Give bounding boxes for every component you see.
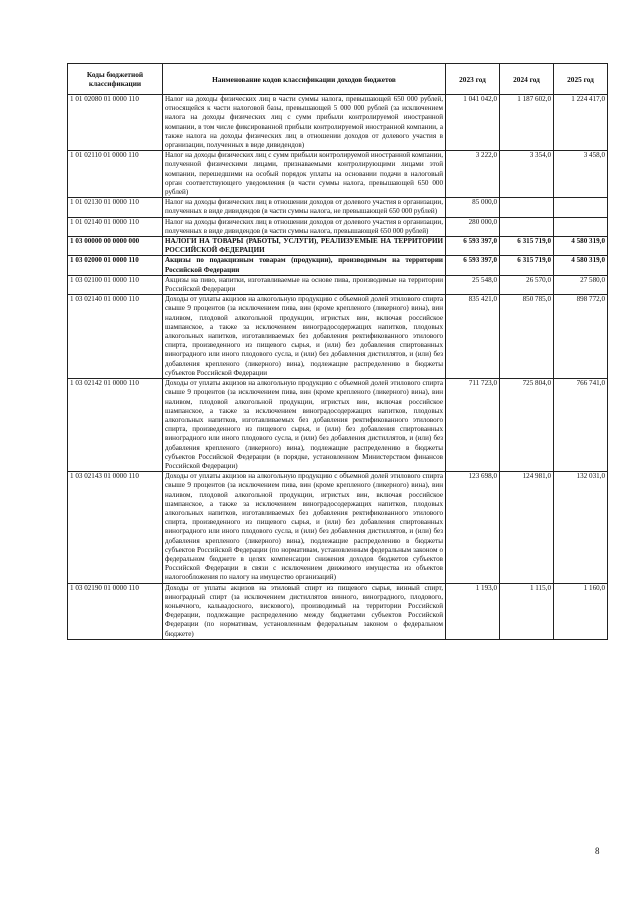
cell-2025: 4 580 319,0 xyxy=(554,237,608,256)
cell-2025: 898 772,0 xyxy=(554,295,608,379)
table-row xyxy=(68,198,608,217)
cell-code: 1 03 02190 01 0000 110 xyxy=(68,583,163,639)
cell-2023: 123 698,0 xyxy=(446,472,500,583)
header-2023: 2023 год xyxy=(446,64,500,95)
cell-code: 1 01 02110 01 0000 110 xyxy=(68,151,163,198)
cell-2025: 3 458,0 xyxy=(554,151,608,198)
cell-code: 1 03 02100 01 0000 110 xyxy=(68,275,163,294)
cell-2025: 1 224 417,0 xyxy=(554,95,608,151)
cell-2023: 25 548,0 xyxy=(446,275,500,294)
cell-2025 xyxy=(554,198,608,217)
cell-2024: 6 315 719,0 xyxy=(500,256,554,275)
cell-name: НАЛОГИ НА ТОВАРЫ (РАБОТЫ, УСЛУГИ), РЕАЛИЗУЕМЫЕ НА ТЕРРИТОРИИ РОССИЙСКОЙ ФЕДЕРАЦИИ xyxy=(163,237,446,256)
cell-2023: 3 222,0 xyxy=(446,151,500,198)
cell-2024: 3 354,0 xyxy=(500,151,554,198)
cell-name: Налог на доходы физических лиц с сумм прибыли контролируемой иностранной компании, полученной физическими лицами, признаваемыми контролирующими лицами этой компании, перешедшими на особый порядок уплаты на основании подачи в налоговый орган соответствующего уведомления (в части суммы налога, превышающей 650 000 рублей) xyxy=(163,151,446,198)
header-code: Коды бюджетной классификации xyxy=(68,64,163,95)
cell-2025 xyxy=(554,217,608,236)
cell-2024: 124 981,0 xyxy=(500,472,554,583)
cell-2023: 85 000,0 xyxy=(446,198,500,217)
cell-2023: 711 723,0 xyxy=(446,379,500,472)
page-number: 8 xyxy=(595,846,600,856)
table-row xyxy=(68,275,608,294)
cell-name: Акцизы на пиво, напитки, изготавливаемые на основе пива, производимые на территории Российской Федерации xyxy=(163,275,446,294)
cell-2025: 132 031,0 xyxy=(554,472,608,583)
header-2025: 2025 год xyxy=(554,64,608,95)
cell-2023: 6 593 397,0 xyxy=(446,237,500,256)
cell-2025: 4 580 319,0 xyxy=(554,256,608,275)
cell-2024 xyxy=(500,198,554,217)
cell-name: Доходы от уплаты акцизов на алкогольную продукцию с объемной долей этилового спирта свыше 9 процентов (за исключением пива, вин (кроме крепленого (ликерного) вина), вин наливом, плодовой алкогольной продукции, игристых вин, включая российское шампанское, а также за исключением виноградосодержащих напитков, плодовых алкогольных напитков, изготавливаемых без добавления ректификованного этилового спирта, произведенного из пищевого сырья, и (или) без добавления спиртованных виноградного или иного плодового сусла, и (или) без добавления дистиллятов, и (или) без добавления крепленого (ликерного) вина), подлежащие распределению в бюджеты субъектов Российской Федерации (в порядке, установленном Министерством финансов Российской Федерации) xyxy=(163,379,446,472)
cell-2025: 1 160,0 xyxy=(554,583,608,639)
cell-2024: 850 785,0 xyxy=(500,295,554,379)
table-row xyxy=(68,237,608,256)
header-2024: 2024 год xyxy=(500,64,554,95)
cell-2025: 766 741,0 xyxy=(554,379,608,472)
cell-2024: 26 570,0 xyxy=(500,275,554,294)
cell-code: 1 03 02142 01 0000 110 xyxy=(68,379,163,472)
cell-name: Акцизы по подакцизным товарам (продукции), производимым на территории Российской Федерации xyxy=(163,256,446,275)
cell-code: 1 01 02140 01 0000 110 xyxy=(68,217,163,236)
cell-code: 1 03 02143 01 0000 110 xyxy=(68,472,163,583)
cell-2025: 27 580,0 xyxy=(554,275,608,294)
cell-2024: 1 187 602,0 xyxy=(500,95,554,151)
cell-2024: 6 315 719,0 xyxy=(500,237,554,256)
table-row xyxy=(68,151,608,198)
cell-code: 1 03 02140 01 0000 110 xyxy=(68,295,163,379)
cell-name: Доходы от уплаты акцизов на алкогольную продукцию с объемной долей этилового спирта свыше 9 процентов (за исключением пива, вин (кроме крепленого (ликерного) вина), вин наливом, плодовой алкогольной продукции, игристых вин, включая российское шампанское, а также за исключением виноградосодержащих напитков, плодовых алкогольных напитков, изготавливаемых без добавления ректификованного этилового спирта, произведенного из пищевого сырья, и (или) без добавления спиртованных виноградного или иного плодового сусла, и (или) без добавления дистиллятов, и (или) без добавления крепленого (ликерного) вина), подлежащие распределению в бюджеты субъектов Российской Федерации (по нормативам, установленным федеральным законом о федеральном бюджете в целях компенсации снижения доходов бюджетов субъектов Российской Федерации в связи с исключением движимого имущества из объектов налогообложения по налогу на имущество организаций) xyxy=(163,472,446,583)
cell-code: 1 01 02080 01 0000 110 xyxy=(68,95,163,151)
table-row xyxy=(68,472,608,583)
cell-code: 1 03 02000 01 0000 110 xyxy=(68,256,163,275)
cell-2024: 725 804,0 xyxy=(500,379,554,472)
cell-2023: 835 421,0 xyxy=(446,295,500,379)
cell-2023: 280 000,0 xyxy=(446,217,500,236)
cell-name: Доходы от уплаты акцизов на этиловый спирт из пищевого сырья, винный спирт, виноградный спирт (за исключением дистиллятов винного, виноградного, плодового, коньячного, кальвадосного, вискового), производимый на территории Российской Федерации, подлежащие распределению между бюджетами субъектов Российской Федерации (по нормативам, установленным федеральным законом о федеральном бюджете) xyxy=(163,583,446,639)
table-body xyxy=(68,95,608,640)
cell-name: Налог на доходы физических лиц в части суммы налога, превышающей 650 000 рублей, относящейся к части налоговой базы, превышающей 5 000 000 рублей (за исключением налога на доходы физических лиц с сумм прибыли контролируемой иностранной компании, в том числе фиксированной прибыли контролируемой иностранной компании, а также налога на доходы физических лиц в отношении доходов от долевого участия в организации, полученных в виде дивидендов) xyxy=(163,95,446,151)
table-row xyxy=(68,295,608,379)
cell-2023: 1 193,0 xyxy=(446,583,500,639)
table-row xyxy=(68,217,608,236)
table-row xyxy=(68,583,608,639)
cell-2023: 1 041 042,0 xyxy=(446,95,500,151)
cell-code: 1 01 02130 01 0000 110 xyxy=(68,198,163,217)
table-header-row xyxy=(68,64,608,95)
table-row xyxy=(68,379,608,472)
cell-name: Доходы от уплаты акцизов на алкогольную продукцию с объемной долей этилового спирта свыше 9 процентов (за исключением пива, вин (кроме крепленого (ликерного) вина), вин наливом, плодовой алкогольной продукции, игристых вин, включая российское шампанское, а также за исключением виноградосодержащих напитков, плодовых алкогольных напитков, изготавливаемых без добавления ректификованного этилового спирта, произведенного из пищевого сырья, и (или) без добавления спиртованных виноградного или иного плодового сусла, и (или) без добавления дистиллятов, и (или) без добавления крепленого (ликерного) вина), подлежащие распределению в бюджеты субъектов Российской Федерации xyxy=(163,295,446,379)
cell-code: 1 03 00000 00 0000 000 xyxy=(68,237,163,256)
cell-name: Налог на доходы физических лиц в отношении доходов от долевого участия в организации, полученных в виде дивидендов (в части суммы налога, не превышающей 650 000 рублей) xyxy=(163,198,446,217)
header-name: Наименование кодов классификации доходов бюджетов xyxy=(163,64,446,95)
table-row xyxy=(68,95,608,151)
table-row xyxy=(68,256,608,275)
cell-2024 xyxy=(500,217,554,236)
budget-revenue-table xyxy=(67,63,608,640)
cell-2024: 1 115,0 xyxy=(500,583,554,639)
cell-2023: 6 593 397,0 xyxy=(446,256,500,275)
cell-name: Налог на доходы физических лиц в отношении доходов от долевого участия в организации, полученных в виде дивидендов (в части суммы налога, превышающей 650 000 рублей) xyxy=(163,217,446,236)
